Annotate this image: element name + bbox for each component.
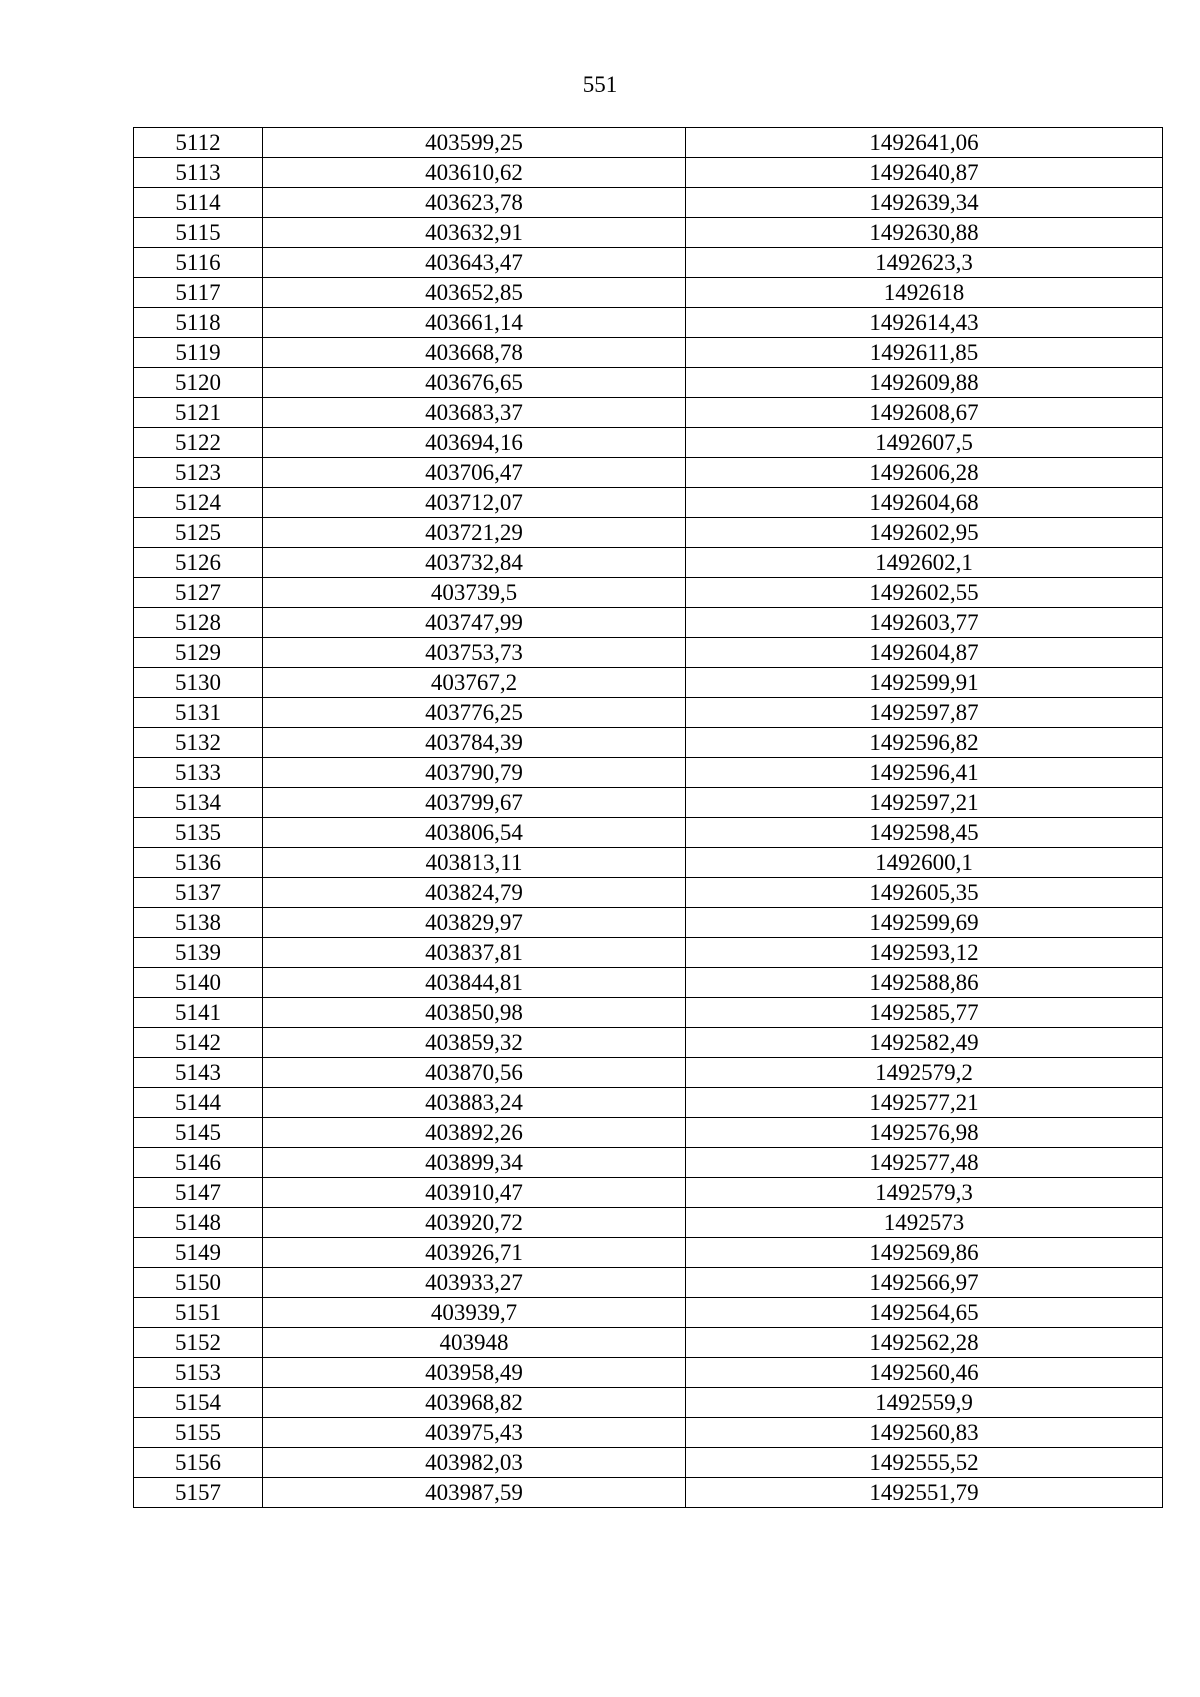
- table-row: [134, 1208, 1163, 1238]
- point-number-cell: 5157: [134, 1478, 263, 1508]
- table-row: [134, 1298, 1163, 1328]
- point-number-cell: 5143: [134, 1058, 263, 1088]
- x-coordinate-cell: 403706,47: [263, 458, 686, 488]
- y-coordinate-cell: 1492569,86: [686, 1238, 1163, 1268]
- table-row: [134, 488, 1163, 518]
- y-coordinate-cell: 1492602,55: [686, 578, 1163, 608]
- point-number-cell: 5135: [134, 818, 263, 848]
- point-number-cell: 5144: [134, 1088, 263, 1118]
- table-row: [134, 1058, 1163, 1088]
- y-coordinate-cell: 1492596,41: [686, 758, 1163, 788]
- x-coordinate-cell: 403599,25: [263, 128, 686, 158]
- x-coordinate-cell: 403870,56: [263, 1058, 686, 1088]
- table-row: [134, 1088, 1163, 1118]
- x-coordinate-cell: 403987,59: [263, 1478, 686, 1508]
- y-coordinate-cell: 1492585,77: [686, 998, 1163, 1028]
- point-number-cell: 5133: [134, 758, 263, 788]
- point-number-cell: 5152: [134, 1328, 263, 1358]
- point-number-cell: 5124: [134, 488, 263, 518]
- y-coordinate-cell: 1492606,28: [686, 458, 1163, 488]
- x-coordinate-cell: 403958,49: [263, 1358, 686, 1388]
- table-row: [134, 1178, 1163, 1208]
- y-coordinate-cell: 1492597,87: [686, 698, 1163, 728]
- point-number-cell: 5130: [134, 668, 263, 698]
- point-number-cell: 5112: [134, 128, 263, 158]
- table-row: [134, 1448, 1163, 1478]
- point-number-cell: 5153: [134, 1358, 263, 1388]
- x-coordinate-cell: 403732,84: [263, 548, 686, 578]
- point-number-cell: 5147: [134, 1178, 263, 1208]
- x-coordinate-cell: 403899,34: [263, 1148, 686, 1178]
- point-number-cell: 5137: [134, 878, 263, 908]
- y-coordinate-cell: 1492598,45: [686, 818, 1163, 848]
- y-coordinate-cell: 1492560,46: [686, 1358, 1163, 1388]
- y-coordinate-cell: 1492604,68: [686, 488, 1163, 518]
- table-row: [134, 458, 1163, 488]
- y-coordinate-cell: 1492576,98: [686, 1118, 1163, 1148]
- table-row: [134, 1028, 1163, 1058]
- point-number-cell: 5131: [134, 698, 263, 728]
- point-number-cell: 5120: [134, 368, 263, 398]
- y-coordinate-cell: 1492573: [686, 1208, 1163, 1238]
- table-row: [134, 1118, 1163, 1148]
- y-coordinate-cell: 1492579,3: [686, 1178, 1163, 1208]
- y-coordinate-cell: 1492551,79: [686, 1478, 1163, 1508]
- point-number-cell: 5129: [134, 638, 263, 668]
- x-coordinate-cell: 403668,78: [263, 338, 686, 368]
- point-number-cell: 5145: [134, 1118, 263, 1148]
- x-coordinate-cell: 403694,16: [263, 428, 686, 458]
- table-row: [134, 548, 1163, 578]
- point-number-cell: 5154: [134, 1388, 263, 1418]
- table-row: [134, 878, 1163, 908]
- table-row: [134, 1478, 1163, 1508]
- y-coordinate-cell: 1492623,3: [686, 248, 1163, 278]
- y-coordinate-cell: 1492607,5: [686, 428, 1163, 458]
- table-row: [134, 518, 1163, 548]
- point-number-cell: 5127: [134, 578, 263, 608]
- x-coordinate-cell: 403632,91: [263, 218, 686, 248]
- y-coordinate-cell: 1492618: [686, 278, 1163, 308]
- point-number-cell: 5115: [134, 218, 263, 248]
- y-coordinate-cell: 1492599,69: [686, 908, 1163, 938]
- point-number-cell: 5125: [134, 518, 263, 548]
- y-coordinate-cell: 1492560,83: [686, 1418, 1163, 1448]
- y-coordinate-cell: 1492579,2: [686, 1058, 1163, 1088]
- table-row: [134, 1328, 1163, 1358]
- y-coordinate-cell: 1492555,52: [686, 1448, 1163, 1478]
- x-coordinate-cell: 403784,39: [263, 728, 686, 758]
- x-coordinate-cell: 403968,82: [263, 1388, 686, 1418]
- y-coordinate-cell: 1492608,67: [686, 398, 1163, 428]
- page-number: 551: [582, 72, 618, 97]
- y-coordinate-cell: 1492605,35: [686, 878, 1163, 908]
- point-number-cell: 5117: [134, 278, 263, 308]
- coordinates-table: [133, 127, 1163, 1508]
- table-row: [134, 968, 1163, 998]
- x-coordinate-cell: 403776,25: [263, 698, 686, 728]
- table-row: [134, 218, 1163, 248]
- y-coordinate-cell: 1492603,77: [686, 608, 1163, 638]
- y-coordinate-cell: 1492596,82: [686, 728, 1163, 758]
- x-coordinate-cell: 403982,03: [263, 1448, 686, 1478]
- x-coordinate-cell: 403813,11: [263, 848, 686, 878]
- table-row: [134, 908, 1163, 938]
- point-number-cell: 5122: [134, 428, 263, 458]
- point-number-cell: 5119: [134, 338, 263, 368]
- point-number-cell: 5116: [134, 248, 263, 278]
- x-coordinate-cell: 403948: [263, 1328, 686, 1358]
- x-coordinate-cell: 403799,67: [263, 788, 686, 818]
- x-coordinate-cell: 403883,24: [263, 1088, 686, 1118]
- x-coordinate-cell: 403747,99: [263, 608, 686, 638]
- x-coordinate-cell: 403739,5: [263, 578, 686, 608]
- x-coordinate-cell: 403844,81: [263, 968, 686, 998]
- table-row: [134, 1148, 1163, 1178]
- table-row: [134, 188, 1163, 218]
- table-row: [134, 158, 1163, 188]
- point-number-cell: 5132: [134, 728, 263, 758]
- table-row: [134, 1238, 1163, 1268]
- point-number-cell: 5139: [134, 938, 263, 968]
- x-coordinate-cell: 403824,79: [263, 878, 686, 908]
- y-coordinate-cell: 1492600,1: [686, 848, 1163, 878]
- y-coordinate-cell: 1492609,88: [686, 368, 1163, 398]
- point-number-cell: 5148: [134, 1208, 263, 1238]
- table-row: [134, 308, 1163, 338]
- table-row: [134, 848, 1163, 878]
- y-coordinate-cell: 1492577,48: [686, 1148, 1163, 1178]
- table-row: [134, 398, 1163, 428]
- x-coordinate-cell: 403837,81: [263, 938, 686, 968]
- point-number-cell: 5151: [134, 1298, 263, 1328]
- x-coordinate-cell: 403767,2: [263, 668, 686, 698]
- table-row: [134, 728, 1163, 758]
- y-coordinate-cell: 1492599,91: [686, 668, 1163, 698]
- y-coordinate-cell: 1492559,9: [686, 1388, 1163, 1418]
- point-number-cell: 5128: [134, 608, 263, 638]
- point-number-cell: 5114: [134, 188, 263, 218]
- y-coordinate-cell: 1492614,43: [686, 308, 1163, 338]
- x-coordinate-cell: 403721,29: [263, 518, 686, 548]
- x-coordinate-cell: 403643,47: [263, 248, 686, 278]
- table-row: [134, 128, 1163, 158]
- x-coordinate-cell: 403661,14: [263, 308, 686, 338]
- y-coordinate-cell: 1492566,97: [686, 1268, 1163, 1298]
- point-number-cell: 5138: [134, 908, 263, 938]
- x-coordinate-cell: 403859,32: [263, 1028, 686, 1058]
- y-coordinate-cell: 1492593,12: [686, 938, 1163, 968]
- x-coordinate-cell: 403829,97: [263, 908, 686, 938]
- x-coordinate-cell: 403939,7: [263, 1298, 686, 1328]
- y-coordinate-cell: 1492602,1: [686, 548, 1163, 578]
- x-coordinate-cell: 403850,98: [263, 998, 686, 1028]
- x-coordinate-cell: 403975,43: [263, 1418, 686, 1448]
- y-coordinate-cell: 1492604,87: [686, 638, 1163, 668]
- point-number-cell: 5121: [134, 398, 263, 428]
- x-coordinate-cell: 403712,07: [263, 488, 686, 518]
- x-coordinate-cell: 403610,62: [263, 158, 686, 188]
- table-row: [134, 818, 1163, 848]
- y-coordinate-cell: 1492602,95: [686, 518, 1163, 548]
- table-row: [134, 668, 1163, 698]
- point-number-cell: 5156: [134, 1448, 263, 1478]
- point-number-cell: 5149: [134, 1238, 263, 1268]
- y-coordinate-cell: 1492597,21: [686, 788, 1163, 818]
- table-row: [134, 1418, 1163, 1448]
- point-number-cell: 5118: [134, 308, 263, 338]
- point-number-cell: 5123: [134, 458, 263, 488]
- y-coordinate-cell: 1492611,85: [686, 338, 1163, 368]
- x-coordinate-cell: 403806,54: [263, 818, 686, 848]
- point-number-cell: 5126: [134, 548, 263, 578]
- table-row: [134, 998, 1163, 1028]
- point-number-cell: 5134: [134, 788, 263, 818]
- y-coordinate-cell: 1492640,87: [686, 158, 1163, 188]
- x-coordinate-cell: 403910,47: [263, 1178, 686, 1208]
- y-coordinate-cell: 1492630,88: [686, 218, 1163, 248]
- y-coordinate-cell: 1492582,49: [686, 1028, 1163, 1058]
- table-row: [134, 638, 1163, 668]
- x-coordinate-cell: 403623,78: [263, 188, 686, 218]
- table-row: [134, 758, 1163, 788]
- table-row: [134, 1268, 1163, 1298]
- y-coordinate-cell: 1492562,28: [686, 1328, 1163, 1358]
- x-coordinate-cell: 403683,37: [263, 398, 686, 428]
- table-row: [134, 608, 1163, 638]
- point-number-cell: 5142: [134, 1028, 263, 1058]
- table-row: [134, 248, 1163, 278]
- x-coordinate-cell: 403652,85: [263, 278, 686, 308]
- point-number-cell: 5141: [134, 998, 263, 1028]
- table-row: [134, 1388, 1163, 1418]
- table-row: [134, 788, 1163, 818]
- x-coordinate-cell: 403753,73: [263, 638, 686, 668]
- point-number-cell: 5150: [134, 1268, 263, 1298]
- coordinates-table-body: [134, 128, 1163, 1508]
- x-coordinate-cell: 403933,27: [263, 1268, 686, 1298]
- y-coordinate-cell: 1492588,86: [686, 968, 1163, 998]
- table-row: [134, 368, 1163, 398]
- y-coordinate-cell: 1492641,06: [686, 128, 1163, 158]
- x-coordinate-cell: 403926,71: [263, 1238, 686, 1268]
- table-row: [134, 278, 1163, 308]
- x-coordinate-cell: 403790,79: [263, 758, 686, 788]
- y-coordinate-cell: 1492564,65: [686, 1298, 1163, 1328]
- table-row: [134, 1358, 1163, 1388]
- point-number-cell: 5136: [134, 848, 263, 878]
- point-number-cell: 5155: [134, 1418, 263, 1448]
- point-number-cell: 5146: [134, 1148, 263, 1178]
- x-coordinate-cell: 403892,26: [263, 1118, 686, 1148]
- table-row: [134, 428, 1163, 458]
- table-row: [134, 698, 1163, 728]
- x-coordinate-cell: 403676,65: [263, 368, 686, 398]
- x-coordinate-cell: 403920,72: [263, 1208, 686, 1238]
- table-row: [134, 938, 1163, 968]
- point-number-cell: 5113: [134, 158, 263, 188]
- table-row: [134, 338, 1163, 368]
- table-row: [134, 578, 1163, 608]
- y-coordinate-cell: 1492639,34: [686, 188, 1163, 218]
- point-number-cell: 5140: [134, 968, 263, 998]
- y-coordinate-cell: 1492577,21: [686, 1088, 1163, 1118]
